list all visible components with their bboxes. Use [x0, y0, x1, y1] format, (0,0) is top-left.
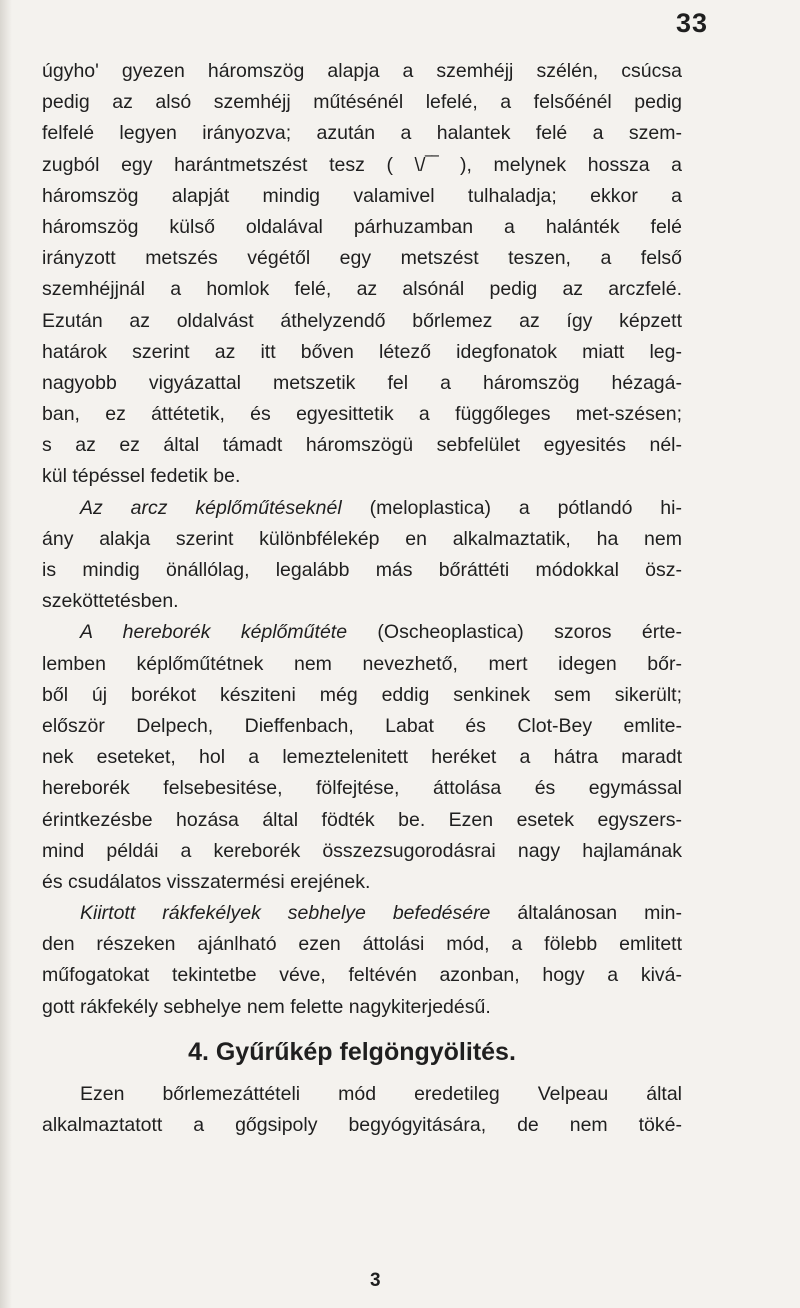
paragraph-meloplastica-first-line: [42, 493, 682, 524]
text-line: gott rákfekély sebhelye nem felette nagykiterjedésű.: [42, 995, 491, 1018]
page-number: 33: [675, 8, 708, 38]
body-text: [42, 56, 682, 1141]
text-line: műfogatokat tekintetbe véve, feltévén azonban, hogy a kivá-: [42, 964, 682, 987]
signature-mark: 3: [370, 1270, 381, 1291]
text-line: Ezen bőrlemezáttételi mód eredetileg Velpeau által: [80, 1082, 682, 1105]
paragraph-oscheoplastica-first-line: [42, 617, 682, 648]
text-line: lemben képlőműtétnek nem nevezhető, mert idegen bőr-: [42, 652, 682, 675]
text-line: és csudálatos visszatermési erejének.: [42, 870, 371, 893]
text-line: alkalmaztatott a gőgsipoly begyógyitására, de nem töké-: [42, 1114, 682, 1136]
text-line: ből új borékot késziteni még eddig senkinek sem sikerült;: [42, 683, 682, 706]
section-heading: 4. Gyűrűkép felgöngyölités.: [188, 1037, 516, 1066]
text-line: háromszög alapját mindig valamivel tulhaladja; ekkor a: [42, 184, 682, 207]
italic-term: A hereborék képlőműtéte: [80, 621, 348, 644]
paragraph-rakfekely-first-line: [42, 898, 682, 929]
page-edge: [0, 0, 12, 1308]
text-line: Ezután az oldalvást áthelyzendő bőrlemez az így képzett: [42, 309, 682, 332]
text-line: s az ez által támadt háromszögü sebfelület egyesités nél-: [42, 434, 682, 457]
text-line: pedig az alsó szemhéjj műtésénél lefelé, a felsőénél pedig: [42, 91, 682, 114]
text-line: mind példái a kereborék összezsugorodásrai nagy hajlamának: [42, 839, 682, 862]
text-line: kül tépéssel fedetik be.: [42, 465, 241, 488]
italic-term: Kiirtott rákfekélyek sebhelye befedésére: [80, 902, 491, 925]
text-line: irányzott metszés végétől egy metszést teszen, a felső: [42, 247, 682, 270]
text-line: szemhéjjnál a homlok felé, az alsónál pedig az arczfelé.: [42, 278, 682, 301]
italic-term: Az arcz képlőműtéseknél: [80, 496, 342, 519]
text-line: ban, ez áttétetik, és egyesittetik a függőleges met-szésen;: [42, 403, 682, 426]
text-line: nagyobb vigyázattal metszetik fel a háromszög hézagá-: [42, 371, 682, 394]
text-line: den részeken ajánlható ezen áttolási mód, a fölebb emlitett: [42, 933, 682, 956]
text-line: úgyho' gyezen háromszög alapja a szemhéjj szélén, csúcsa: [42, 60, 682, 82]
text-line: ány alakja szerint különbfélekép en alkalmaztatik, ha nem: [42, 527, 682, 550]
line-rest: (Oscheoplastica) szoros érte-: [347, 621, 682, 644]
text-line: először Delpech, Dieffenbach, Labat és Clot-Bey emlite-: [42, 714, 682, 737]
text-line: határok szerint az itt bőven létező idegfonatok miatt leg-: [42, 340, 682, 363]
text-line: érintkezésbe hozása által födték be. Ezen esetek egyszers-: [42, 808, 682, 831]
text-line: háromszög külső oldalával párhuzamban a halánték felé: [42, 215, 682, 238]
text-line: zugból egy harántmetszést tesz ( \/‾‾ ), melynek hossza a: [42, 153, 682, 176]
text-line: szeköttetésben.: [42, 590, 179, 613]
text-line: is mindig önállólag, legalább más bőráttéti módokkal ösz-: [42, 559, 682, 581]
text-line: nek eseteket, hol a lemeztelenitett heréket a hátra maradt: [42, 746, 682, 769]
text-line: hereborék felsebesitése, fölfejtése, áttolása és egymással: [42, 777, 682, 800]
line-rest: általánosan min-: [490, 902, 682, 925]
text-line: felfelé legyen irányozva; azután a halantek felé a szem-: [42, 122, 682, 145]
line-rest: (meloplastica) a pótlandó hi-: [341, 496, 682, 519]
